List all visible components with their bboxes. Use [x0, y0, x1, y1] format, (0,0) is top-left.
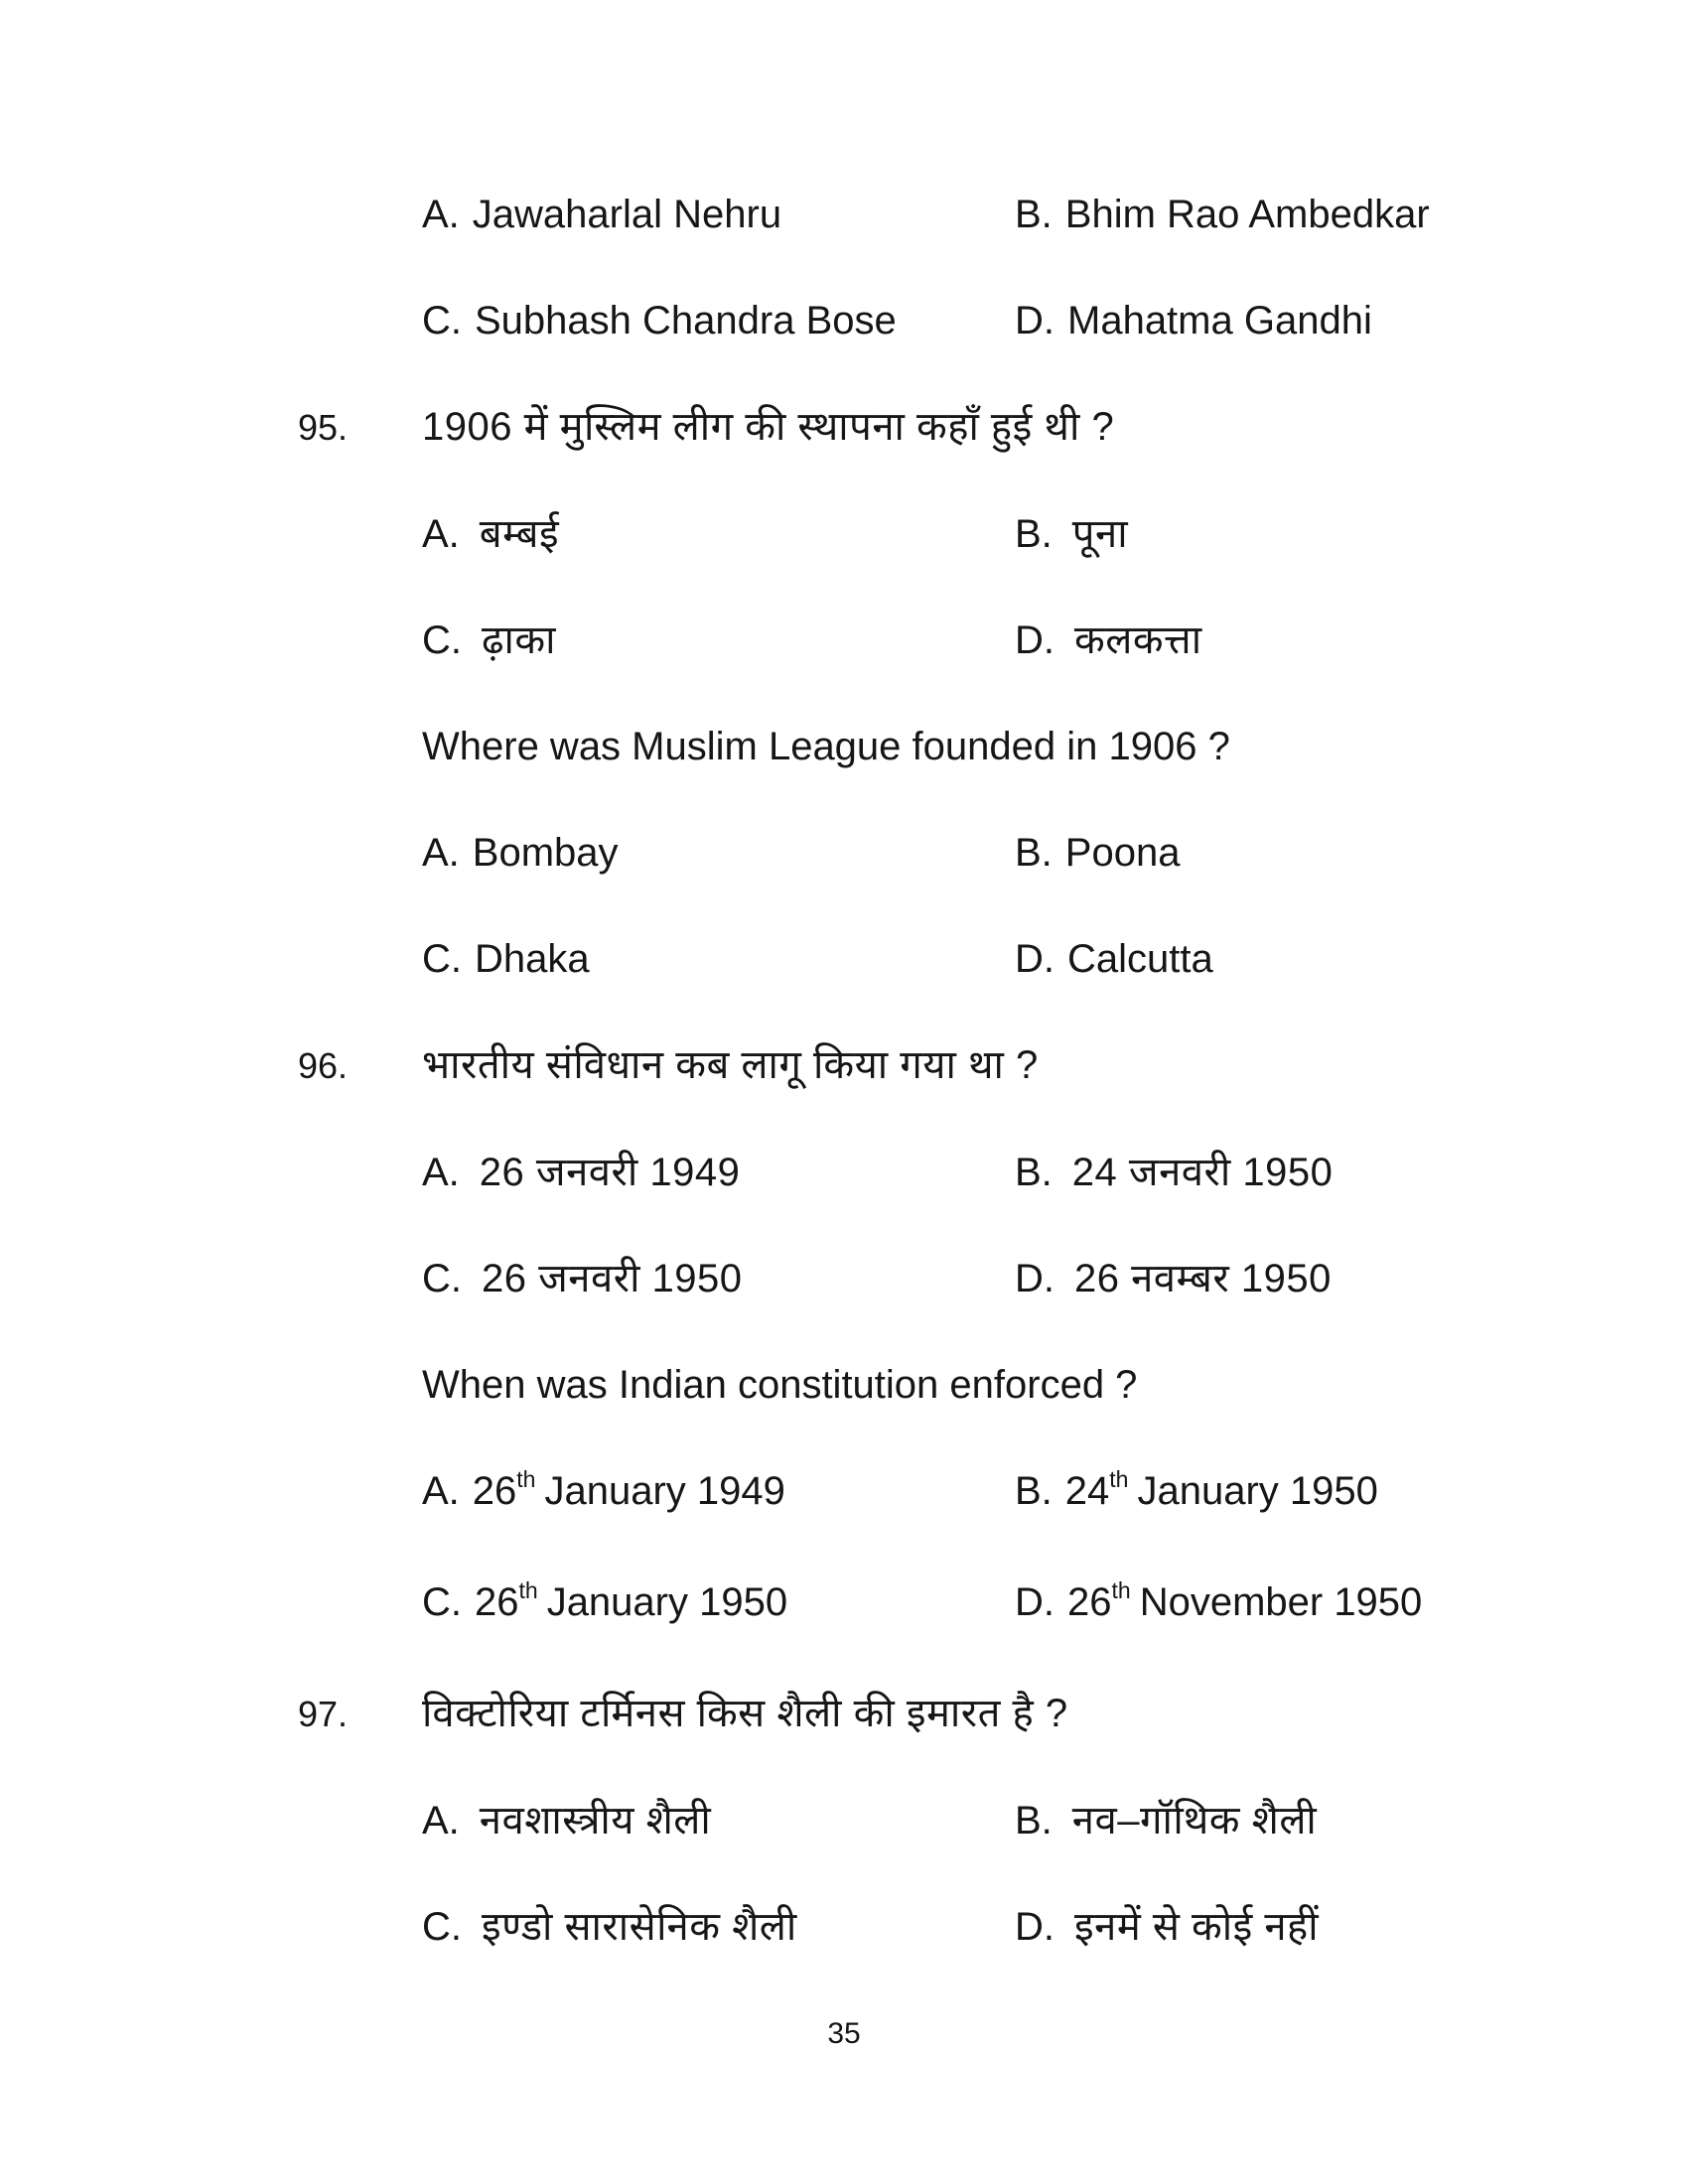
option-text	[475, 1577, 788, 1624]
option-label: B.	[1015, 1469, 1053, 1513]
option-text: Calcutta	[1067, 937, 1213, 981]
option-text: 26 नवम्बर 1950	[1074, 1257, 1332, 1300]
option-text	[1067, 1577, 1423, 1624]
option-text: Subhash Chandra Bose	[475, 299, 897, 342]
q95-option-b-en	[1015, 825, 1180, 881]
q97-option-c-hi	[422, 1899, 1015, 1955]
question-96-english	[0, 1357, 1688, 1413]
q97-hindi-options-row-cd	[0, 1899, 1688, 1955]
q96-hindi-options-row-ab	[0, 1145, 1688, 1200]
ordinal-suffix: th	[516, 1466, 536, 1492]
q95-option-b-hi	[1015, 506, 1128, 562]
q95-option-a-hi	[422, 506, 1015, 562]
option-text: 26 जनवरी 1950	[482, 1257, 743, 1300]
q96-option-b-hi	[1015, 1145, 1333, 1200]
date-rest: January 1949	[544, 1469, 785, 1513]
question-number: 96.	[298, 1045, 349, 1086]
q95-option-c-hi	[422, 613, 1015, 668]
option-label: A.	[422, 512, 460, 556]
date-day: 26	[1067, 1580, 1112, 1624]
q95-english-options-row-ab	[0, 825, 1688, 881]
option-label: D.	[1015, 299, 1055, 342]
question-number: 95.	[298, 407, 349, 448]
ordinal-suffix: th	[1111, 1577, 1131, 1603]
q95-option-d-en	[1015, 931, 1213, 987]
option-text: Mahatma Gandhi	[1067, 299, 1372, 342]
date-day: 26	[475, 1580, 519, 1624]
q95-hindi-options-row-cd	[0, 613, 1688, 668]
q97-hindi-options-row-ab	[0, 1793, 1688, 1848]
question-text-hindi: 1906 में मुस्लिम लीग की स्थापना कहाँ हुई थी ?	[422, 405, 1115, 449]
prev-option-d	[1015, 293, 1372, 348]
prev-question-options-row-ab	[0, 187, 1688, 242]
q97-option-a-hi	[422, 1793, 1015, 1848]
question-text-english: When was Indian constitution enforced ?	[422, 1363, 1138, 1407]
option-label: B.	[1015, 193, 1053, 236]
option-text: Dhaka	[475, 937, 590, 981]
question-95-english	[0, 719, 1688, 774]
q96-option-c-hi	[422, 1251, 1015, 1306]
question-96-hindi	[0, 1037, 1688, 1094]
option-text: पूना	[1071, 512, 1129, 556]
option-label: D.	[1015, 1580, 1055, 1624]
option-label: C.	[422, 618, 462, 662]
option-label: A.	[422, 1799, 460, 1843]
option-label: D.	[1015, 1257, 1055, 1300]
date-rest: January 1950	[546, 1580, 788, 1624]
option-label: B.	[1015, 831, 1053, 875]
q97-option-d-hi	[1015, 1899, 1319, 1955]
q96-option-a-hi	[422, 1145, 1015, 1200]
question-95-hindi	[0, 399, 1688, 456]
date-rest: November 1950	[1139, 1580, 1423, 1624]
prev-question-options-row-cd	[0, 293, 1688, 348]
question-number: 97.	[298, 1694, 349, 1734]
q95-hindi-options-row-ab	[0, 506, 1688, 562]
question-97-hindi	[0, 1686, 1688, 1742]
q95-option-a-en	[422, 825, 1015, 881]
option-text: Bhim Rao Ambedkar	[1064, 193, 1430, 236]
option-text: Poona	[1064, 831, 1181, 875]
option-label: B.	[1015, 1799, 1053, 1843]
q96-option-c-en	[422, 1574, 1015, 1635]
option-label: D.	[1015, 618, 1055, 662]
option-label: C.	[422, 937, 462, 981]
q96-english-options-row-ab	[0, 1463, 1688, 1524]
option-label: A.	[422, 1151, 460, 1194]
option-text: इनमें से कोई नहीं	[1074, 1905, 1320, 1949]
q96-hindi-options-row-cd	[0, 1251, 1688, 1306]
option-text: 26 जनवरी 1949	[479, 1151, 741, 1194]
option-label: C.	[422, 299, 462, 342]
date-rest: January 1950	[1137, 1469, 1378, 1513]
q95-english-options-row-cd	[0, 931, 1688, 987]
prev-option-b	[1015, 187, 1430, 242]
date-day: 24	[1064, 1469, 1110, 1513]
question-text-english: Where was Muslim League founded in 1906 ?	[422, 725, 1230, 768]
q95-option-d-hi	[1015, 613, 1202, 668]
option-text: नवशास्त्रीय शैली	[479, 1799, 712, 1843]
q96-option-b-en	[1015, 1463, 1378, 1524]
q97-option-b-hi	[1015, 1793, 1317, 1848]
option-text: नव–गॉथिक शैली	[1071, 1799, 1318, 1843]
option-text: ढ़ाका	[482, 618, 556, 662]
prev-option-c	[422, 293, 1015, 348]
q96-option-d-hi	[1015, 1251, 1332, 1306]
option-text: बम्बई	[479, 512, 560, 556]
page-number: 35	[827, 2017, 861, 2050]
option-label: C.	[422, 1580, 462, 1624]
q96-option-d-en	[1015, 1574, 1422, 1635]
option-text: Bombay	[472, 831, 619, 875]
q96-english-options-row-cd	[0, 1574, 1688, 1635]
question-text-hindi: भारतीय संविधान कब लागू किया गया था ?	[422, 1043, 1039, 1087]
option-label: B.	[1015, 1151, 1053, 1194]
option-label: C.	[422, 1905, 462, 1949]
option-label: A.	[422, 1469, 460, 1513]
option-text: इण्डो सारासेनिक शैली	[482, 1905, 797, 1949]
option-label: A.	[422, 193, 460, 236]
option-text	[472, 1466, 785, 1513]
option-text	[1064, 1466, 1378, 1513]
ordinal-suffix: th	[1109, 1466, 1129, 1492]
q95-option-c-en	[422, 931, 1015, 987]
option-label: B.	[1015, 512, 1053, 556]
option-text: Jawaharlal Nehru	[472, 193, 782, 236]
q96-option-a-en	[422, 1463, 1015, 1524]
option-text: कलकत्ता	[1074, 618, 1202, 662]
date-day: 26	[472, 1469, 517, 1513]
option-label: C.	[422, 1257, 462, 1300]
option-text: 24 जनवरी 1950	[1071, 1151, 1334, 1194]
option-label: D.	[1015, 937, 1055, 981]
option-label: A.	[422, 831, 460, 875]
prev-option-a	[422, 187, 1015, 242]
option-label: D.	[1015, 1905, 1055, 1949]
question-text-hindi: विक्टोरिया टर्मिनस किस शैली की इमारत है ?	[422, 1692, 1068, 1735]
ordinal-suffix: th	[518, 1577, 538, 1603]
